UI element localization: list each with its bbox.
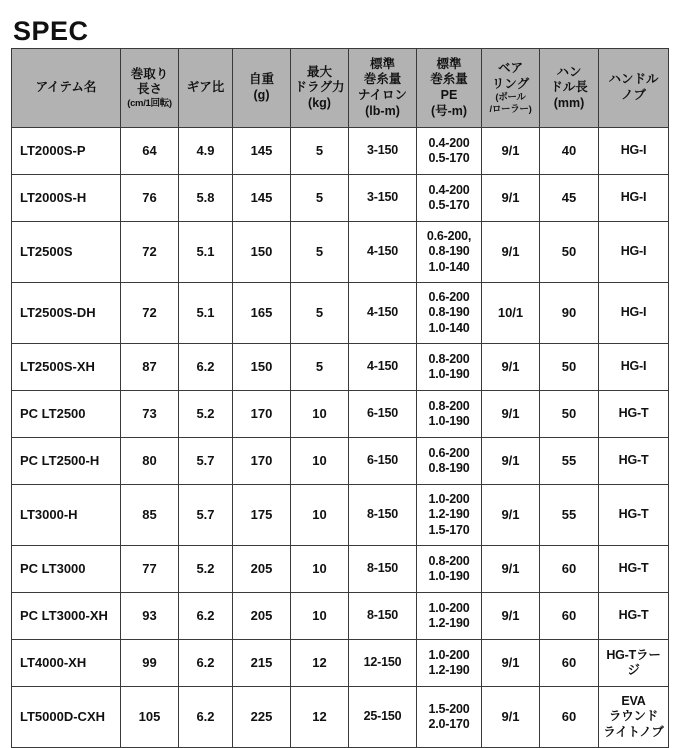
cell-gear: 6.2	[179, 640, 233, 687]
cell-pe	[417, 438, 482, 485]
cell-pe-line: 0.4-200	[428, 135, 470, 150]
column-header-winding-line: 巻取り	[130, 66, 169, 81]
cell-pe-line: 1.0-200	[428, 600, 470, 615]
cell-pe-line: 0.6-200	[428, 290, 470, 305]
cell-weight: 165	[233, 283, 291, 344]
cell-nylon	[349, 438, 417, 485]
cell-nylon-line: 3-150	[367, 143, 398, 158]
cell-item: LT2500S-XH	[12, 344, 121, 391]
cell-bearing: 9/1	[482, 128, 540, 175]
cell-gear: 5.2	[179, 546, 233, 593]
cell-pe-line: 0.6-200	[428, 445, 470, 460]
cell-knob	[599, 128, 669, 175]
cell-winding: 64	[121, 128, 179, 175]
cell-item: LT3000-H	[12, 485, 121, 546]
table-row	[12, 593, 669, 640]
cell-gear: 6.2	[179, 344, 233, 391]
column-header-winding-subtext: (cm/1回転)	[127, 97, 172, 109]
cell-pe-line: 1.5-200	[428, 701, 470, 716]
table-row	[12, 546, 669, 593]
cell-nylon-line: 4-150	[367, 305, 398, 320]
cell-item: LT2000S-H	[12, 175, 121, 222]
cell-bearing: 9/1	[482, 344, 540, 391]
cell-knob-line: HG-I	[620, 359, 647, 374]
cell-nylon-line: 3-150	[367, 190, 398, 205]
table-row	[12, 485, 669, 546]
cell-drag: 5	[291, 175, 349, 222]
cell-weight: 205	[233, 593, 291, 640]
cell-item: PC LT3000-XH	[12, 593, 121, 640]
cell-pe	[417, 687, 482, 748]
cell-drag: 10	[291, 391, 349, 438]
table-row	[12, 640, 669, 687]
cell-item: PC LT2500-H	[12, 438, 121, 485]
cell-weight: 145	[233, 175, 291, 222]
cell-winding: 80	[121, 438, 179, 485]
cell-knob	[599, 593, 669, 640]
cell-knob	[599, 175, 669, 222]
cell-bearing: 9/1	[482, 438, 540, 485]
column-header-drag-line: ドラグ力	[294, 80, 345, 95]
cell-nylon	[349, 391, 417, 438]
column-header-bearing	[482, 49, 540, 128]
cell-handle: 90	[540, 283, 599, 344]
cell-item: PC LT2500	[12, 391, 121, 438]
column-header-knob	[599, 49, 669, 128]
cell-nylon	[349, 485, 417, 546]
column-header-item	[12, 49, 121, 128]
cell-handle: 60	[540, 687, 599, 748]
column-header-gear-line: ギア比	[186, 80, 225, 95]
column-header-winding-line: 長さ	[136, 82, 162, 97]
cell-handle: 50	[540, 344, 599, 391]
cell-knob-line: HG-T	[618, 608, 649, 623]
cell-handle: 60	[540, 593, 599, 640]
header-row	[12, 49, 669, 128]
column-header-handle-line: ドル長	[550, 80, 588, 95]
cell-knob	[599, 640, 669, 687]
column-header-bearing-line: ベア	[497, 60, 523, 75]
column-header-drag-line: 最大	[306, 64, 332, 79]
cell-pe-line: 0.8-190	[428, 244, 470, 259]
cell-knob	[599, 344, 669, 391]
cell-drag: 10	[291, 438, 349, 485]
column-header-gear	[179, 49, 233, 128]
cell-pe	[417, 546, 482, 593]
cell-pe-line: 2.0-170	[428, 717, 470, 731]
cell-knob	[599, 391, 669, 438]
page-title: SPEC	[13, 16, 89, 46]
cell-bearing: 9/1	[482, 175, 540, 222]
cell-item: LT5000D-CXH	[12, 687, 121, 748]
cell-nylon-line: 8-150	[367, 507, 398, 522]
cell-handle: 55	[540, 485, 599, 546]
cell-bearing: 9/1	[482, 640, 540, 687]
cell-drag: 10	[291, 485, 349, 546]
cell-pe	[417, 222, 482, 283]
cell-gear: 5.7	[179, 485, 233, 546]
cell-pe	[417, 640, 482, 687]
cell-item: LT4000-XH	[12, 640, 121, 687]
column-header-weight-line: 自重	[248, 72, 274, 87]
cell-pe-line: 1.2-190	[428, 507, 470, 522]
table-row	[12, 687, 669, 748]
column-header-handle-line: ハン	[556, 64, 582, 79]
cell-gear: 5.1	[179, 222, 233, 283]
cell-winding: 93	[121, 593, 179, 640]
cell-nylon	[349, 344, 417, 391]
cell-winding: 87	[121, 344, 179, 391]
cell-handle: 40	[540, 128, 599, 175]
cell-pe	[417, 391, 482, 438]
cell-handle: 50	[540, 222, 599, 283]
cell-winding: 76	[121, 175, 179, 222]
cell-drag: 5	[291, 283, 349, 344]
column-header-nylon	[349, 49, 417, 128]
column-header-weight-line: (g)	[253, 88, 270, 102]
cell-knob-line: HG-I	[620, 305, 647, 320]
column-header-knob-line: ノブ	[620, 88, 646, 102]
cell-weight: 215	[233, 640, 291, 687]
cell-pe	[417, 344, 482, 391]
cell-pe	[417, 485, 482, 546]
cell-pe-line: 0.8-200	[428, 553, 470, 568]
cell-nylon-line: 6-150	[367, 453, 398, 468]
cell-weight: 170	[233, 391, 291, 438]
table-row	[12, 344, 669, 391]
cell-gear: 5.7	[179, 438, 233, 485]
cell-nylon	[349, 283, 417, 344]
cell-knob-line: HG-I	[620, 244, 647, 259]
cell-bearing: 9/1	[482, 391, 540, 438]
column-header-winding	[121, 49, 179, 128]
cell-drag: 10	[291, 593, 349, 640]
cell-knob	[599, 485, 669, 546]
column-header-nylon-line: 標準	[369, 56, 395, 71]
cell-nylon-line: 8-150	[367, 561, 398, 576]
cell-pe-line: 0.4-200	[428, 182, 470, 197]
cell-weight: 150	[233, 222, 291, 283]
column-header-pe-line: (号-m)	[430, 103, 468, 118]
cell-nylon-line: 25-150	[363, 709, 402, 724]
cell-pe-line: 0.8-190	[428, 461, 470, 475]
column-header-handle	[540, 49, 599, 128]
cell-nylon	[349, 593, 417, 640]
cell-pe-line: 1.0-140	[428, 320, 470, 335]
cell-nylon	[349, 128, 417, 175]
cell-pe-line: 1.5-170	[428, 522, 470, 537]
cell-handle: 60	[540, 546, 599, 593]
cell-weight: 175	[233, 485, 291, 546]
column-header-pe-line: PE	[440, 88, 458, 102]
cell-knob	[599, 687, 669, 748]
column-header-bearing-line: リング	[491, 76, 530, 91]
cell-nylon	[349, 175, 417, 222]
table-row	[12, 128, 669, 175]
cell-knob-line: HG-T	[618, 406, 649, 421]
column-header-nylon-line: ナイロン	[357, 88, 408, 102]
cell-knob	[599, 283, 669, 344]
cell-handle: 60	[540, 640, 599, 687]
cell-pe-line: 0.8-190	[428, 305, 470, 320]
cell-bearing: 9/1	[482, 687, 540, 748]
cell-nylon-line: 12-150	[363, 655, 402, 670]
cell-knob	[599, 438, 669, 485]
cell-knob-line: HG-I	[620, 143, 647, 158]
cell-pe-line: 1.0-190	[428, 367, 470, 381]
cell-pe	[417, 283, 482, 344]
cell-pe-line: 1.0-200	[428, 647, 470, 662]
column-header-pe	[417, 49, 482, 128]
cell-knob-line: HG-I	[620, 190, 647, 205]
cell-drag: 12	[291, 687, 349, 748]
cell-bearing: 9/1	[482, 222, 540, 283]
column-header-item-line: アイテム名	[35, 80, 97, 95]
cell-knob	[599, 546, 669, 593]
cell-gear: 4.9	[179, 128, 233, 175]
cell-winding: 72	[121, 222, 179, 283]
cell-pe-line: 0.5-170	[428, 151, 470, 165]
column-header-bearing-subtext: /ローラー)	[489, 103, 532, 115]
cell-winding: 77	[121, 546, 179, 593]
table-row	[12, 222, 669, 283]
cell-nylon-line: 6-150	[367, 406, 398, 421]
cell-knob-line: ライトノブ	[603, 724, 664, 739]
spec-table	[11, 48, 669, 748]
cell-pe-line: 1.0-200	[428, 492, 470, 507]
cell-winding: 73	[121, 391, 179, 438]
cell-nylon	[349, 222, 417, 283]
column-header-drag	[291, 49, 349, 128]
cell-pe	[417, 593, 482, 640]
cell-pe-line: 0.5-170	[428, 198, 470, 212]
cell-bearing: 10/1	[482, 283, 540, 344]
cell-handle: 50	[540, 391, 599, 438]
cell-item: PC LT3000	[12, 546, 121, 593]
cell-nylon	[349, 640, 417, 687]
cell-knob-line: HG-T	[618, 453, 649, 468]
cell-pe-line: 1.0-190	[428, 414, 470, 428]
cell-winding: 85	[121, 485, 179, 546]
cell-weight: 205	[233, 546, 291, 593]
column-header-handle-line: (mm)	[553, 95, 585, 110]
cell-pe-line: 0.8-200	[428, 398, 470, 413]
cell-bearing: 9/1	[482, 546, 540, 593]
cell-gear: 6.2	[179, 593, 233, 640]
table-row	[12, 175, 669, 222]
spec-table-header	[12, 49, 669, 128]
cell-nylon-line: 8-150	[367, 608, 398, 623]
cell-knob-line: HG-Tラージ	[606, 647, 661, 677]
table-row	[12, 438, 669, 485]
cell-item: LT2000S-P	[12, 128, 121, 175]
cell-knob	[599, 222, 669, 283]
cell-winding: 72	[121, 283, 179, 344]
cell-knob-line: EVA	[621, 694, 646, 709]
cell-weight: 225	[233, 687, 291, 748]
cell-pe-line: 1.0-140	[428, 259, 470, 274]
cell-pe-line: 1.2-190	[428, 663, 470, 677]
cell-pe-line: 1.2-190	[428, 616, 470, 630]
cell-handle: 55	[540, 438, 599, 485]
cell-pe	[417, 128, 482, 175]
cell-pe-line: 0.6-200,	[426, 229, 472, 244]
cell-knob-line: HG-T	[618, 507, 649, 522]
cell-gear: 5.2	[179, 391, 233, 438]
column-header-knob-line: ハンドル	[608, 72, 659, 87]
cell-handle: 45	[540, 175, 599, 222]
cell-weight: 170	[233, 438, 291, 485]
cell-nylon-line: 4-150	[367, 244, 398, 259]
cell-winding: 99	[121, 640, 179, 687]
cell-nylon	[349, 687, 417, 748]
cell-knob-line: HG-T	[618, 561, 649, 576]
cell-drag: 5	[291, 128, 349, 175]
cell-item: LT2500S	[12, 222, 121, 283]
cell-knob-line: ラウンド	[608, 709, 659, 724]
cell-nylon	[349, 546, 417, 593]
cell-item: LT2500S-DH	[12, 283, 121, 344]
cell-drag: 10	[291, 546, 349, 593]
column-header-drag-line: (kg)	[308, 95, 331, 110]
cell-bearing: 9/1	[482, 593, 540, 640]
cell-weight: 145	[233, 128, 291, 175]
cell-pe-line: 0.8-200	[428, 351, 470, 366]
cell-gear: 5.8	[179, 175, 233, 222]
cell-gear: 6.2	[179, 687, 233, 748]
cell-nylon-line: 4-150	[367, 359, 398, 374]
cell-gear: 5.1	[179, 283, 233, 344]
column-header-bearing-subtext: (ボール	[495, 92, 526, 104]
cell-pe	[417, 175, 482, 222]
column-header-nylon-line: 巻糸量	[363, 72, 402, 87]
cell-drag: 5	[291, 222, 349, 283]
table-row	[12, 283, 669, 344]
column-header-pe-line: 標準	[436, 56, 462, 71]
column-header-pe-line: 巻糸量	[430, 72, 468, 87]
cell-drag: 5	[291, 344, 349, 391]
column-header-nylon-line: (lb-m)	[365, 103, 400, 118]
cell-pe-line: 1.0-190	[428, 569, 470, 583]
cell-drag: 12	[291, 640, 349, 687]
column-header-weight	[233, 49, 291, 128]
spec-table-body	[12, 128, 669, 748]
cell-bearing: 9/1	[482, 485, 540, 546]
cell-winding: 105	[121, 687, 179, 748]
table-row	[12, 391, 669, 438]
cell-weight: 150	[233, 344, 291, 391]
